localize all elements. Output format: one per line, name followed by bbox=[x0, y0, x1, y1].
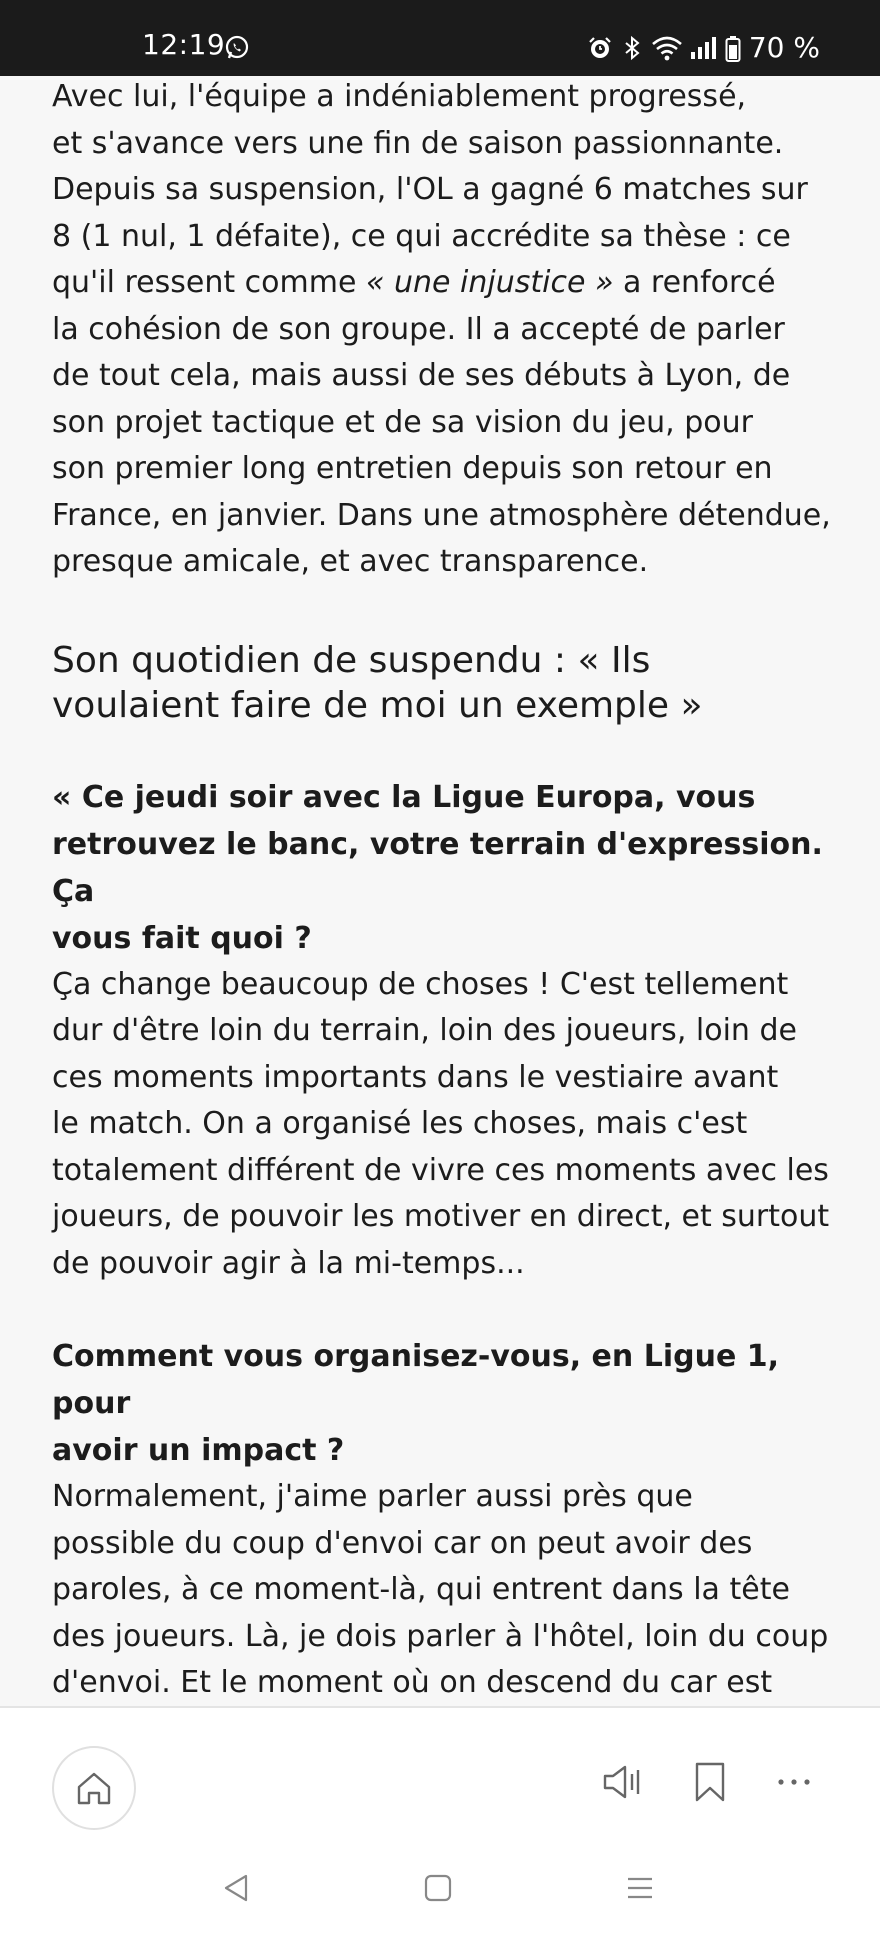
question-line: Comment vous organisez-vous, en Ligue 1, pour bbox=[52, 1339, 780, 1421]
text-line: totalement différent de vivre ces moments avec les bbox=[52, 1152, 829, 1188]
text-line: Normalement, j'aime parler aussi près que bbox=[52, 1479, 693, 1514]
text-fragment: qu'il ressent comme bbox=[52, 265, 366, 300]
question-line: vous fait quoi ? bbox=[52, 920, 312, 956]
back-icon[interactable] bbox=[218, 1870, 254, 1906]
quote-emphasis: « une injustice » bbox=[365, 265, 614, 300]
status-time: 12:19 bbox=[142, 28, 226, 61]
heading-line: voulaient faire de moi un exemple » bbox=[52, 684, 703, 726]
text-line: le match. On a organisé les choses, mais c'est bbox=[52, 1106, 748, 1141]
status-bar bbox=[0, 0, 880, 76]
question-line: avoir un impact ? bbox=[52, 1433, 345, 1468]
status-icons bbox=[587, 31, 820, 64]
text-line: son projet tactique et de sa vision du jeu, pour bbox=[52, 404, 754, 440]
text-line: dur d'être loin du terrain, loin des joueurs, loin de bbox=[52, 1013, 797, 1048]
recents-icon[interactable] bbox=[622, 1870, 658, 1906]
alarm-icon bbox=[587, 35, 613, 61]
text-line: Avec lui, l'équipe a indéniablement progressé, bbox=[52, 79, 747, 114]
question-1 bbox=[52, 774, 842, 962]
listen-button[interactable] bbox=[602, 1760, 646, 1804]
battery-icon bbox=[725, 35, 741, 61]
question-2 bbox=[52, 1333, 842, 1474]
text-line: joueurs, de pouvoir les motiver en direct, et surtout bbox=[52, 1199, 830, 1234]
bookmark-button[interactable] bbox=[688, 1760, 732, 1804]
more-icon bbox=[777, 1776, 811, 1788]
whatsapp-icon bbox=[224, 35, 250, 61]
text-line: Ça change beaucoup de choses ! C'est tellement bbox=[52, 966, 789, 1002]
text-line bbox=[52, 260, 842, 307]
home-button[interactable] bbox=[52, 1746, 136, 1830]
text-line: la cohésion de son groupe. Il a accepté de parler bbox=[52, 311, 785, 347]
text-line: presque amicale, et avec transparence. bbox=[52, 544, 649, 579]
question-line: retrouvez le banc, votre terrain d'expression. Ça bbox=[52, 826, 823, 909]
text-line: des joueurs. Là, je dois parler à l'hôtel, loin du coup bbox=[52, 1618, 829, 1654]
home-icon bbox=[74, 1768, 114, 1808]
signal-icon bbox=[689, 35, 719, 61]
text-line: ces moments importants dans le vestiaire avant bbox=[52, 1059, 779, 1095]
section-heading bbox=[52, 638, 842, 728]
paragraph-gap bbox=[52, 1287, 842, 1333]
text-line: de tout cela, mais aussi de ses débuts à Lyon, de bbox=[52, 358, 791, 393]
home-square-icon[interactable] bbox=[420, 1870, 456, 1906]
more-button[interactable] bbox=[772, 1760, 816, 1804]
bottom-toolbar bbox=[0, 1706, 880, 1840]
text-line: de pouvoir agir à la mi-temps... bbox=[52, 1245, 525, 1281]
heading-line: Son quotidien de suspendu : « Ils bbox=[52, 639, 651, 681]
text-line: paroles, à ce moment-là, qui entrent dans la tête bbox=[52, 1572, 790, 1607]
battery-percent: 70 % bbox=[748, 31, 820, 64]
text-line: Depuis sa suspension, l'OL a gagné 6 matches sur bbox=[52, 172, 808, 207]
system-nav-bar bbox=[0, 1840, 880, 1936]
text-line: possible du coup d'envoi car on peut avoir des bbox=[52, 1525, 753, 1561]
wifi-icon bbox=[651, 35, 683, 61]
question-line: « Ce jeudi soir avec la Ligue Europa, vous bbox=[52, 779, 756, 815]
article-body bbox=[52, 74, 842, 1800]
intro-paragraph bbox=[52, 74, 842, 586]
text-line: son premier long entretien depuis son retour en bbox=[52, 451, 773, 486]
text-line: France, en janvier. Dans une atmosphère détendue, bbox=[52, 497, 831, 533]
text-line: 8 (1 nul, 1 défaite), ce qui accrédite sa thèse : ce bbox=[52, 218, 791, 254]
text-line: et s'avance vers une fin de saison passionnante. bbox=[52, 125, 784, 161]
text-line: d'envoi. Et le moment où on descend du car est bbox=[52, 1665, 773, 1700]
text-fragment: a renforcé bbox=[613, 265, 776, 300]
bookmark-icon bbox=[693, 1761, 727, 1803]
answer-1 bbox=[52, 962, 842, 1288]
audio-icon bbox=[602, 1762, 646, 1802]
bluetooth-icon bbox=[619, 35, 645, 61]
